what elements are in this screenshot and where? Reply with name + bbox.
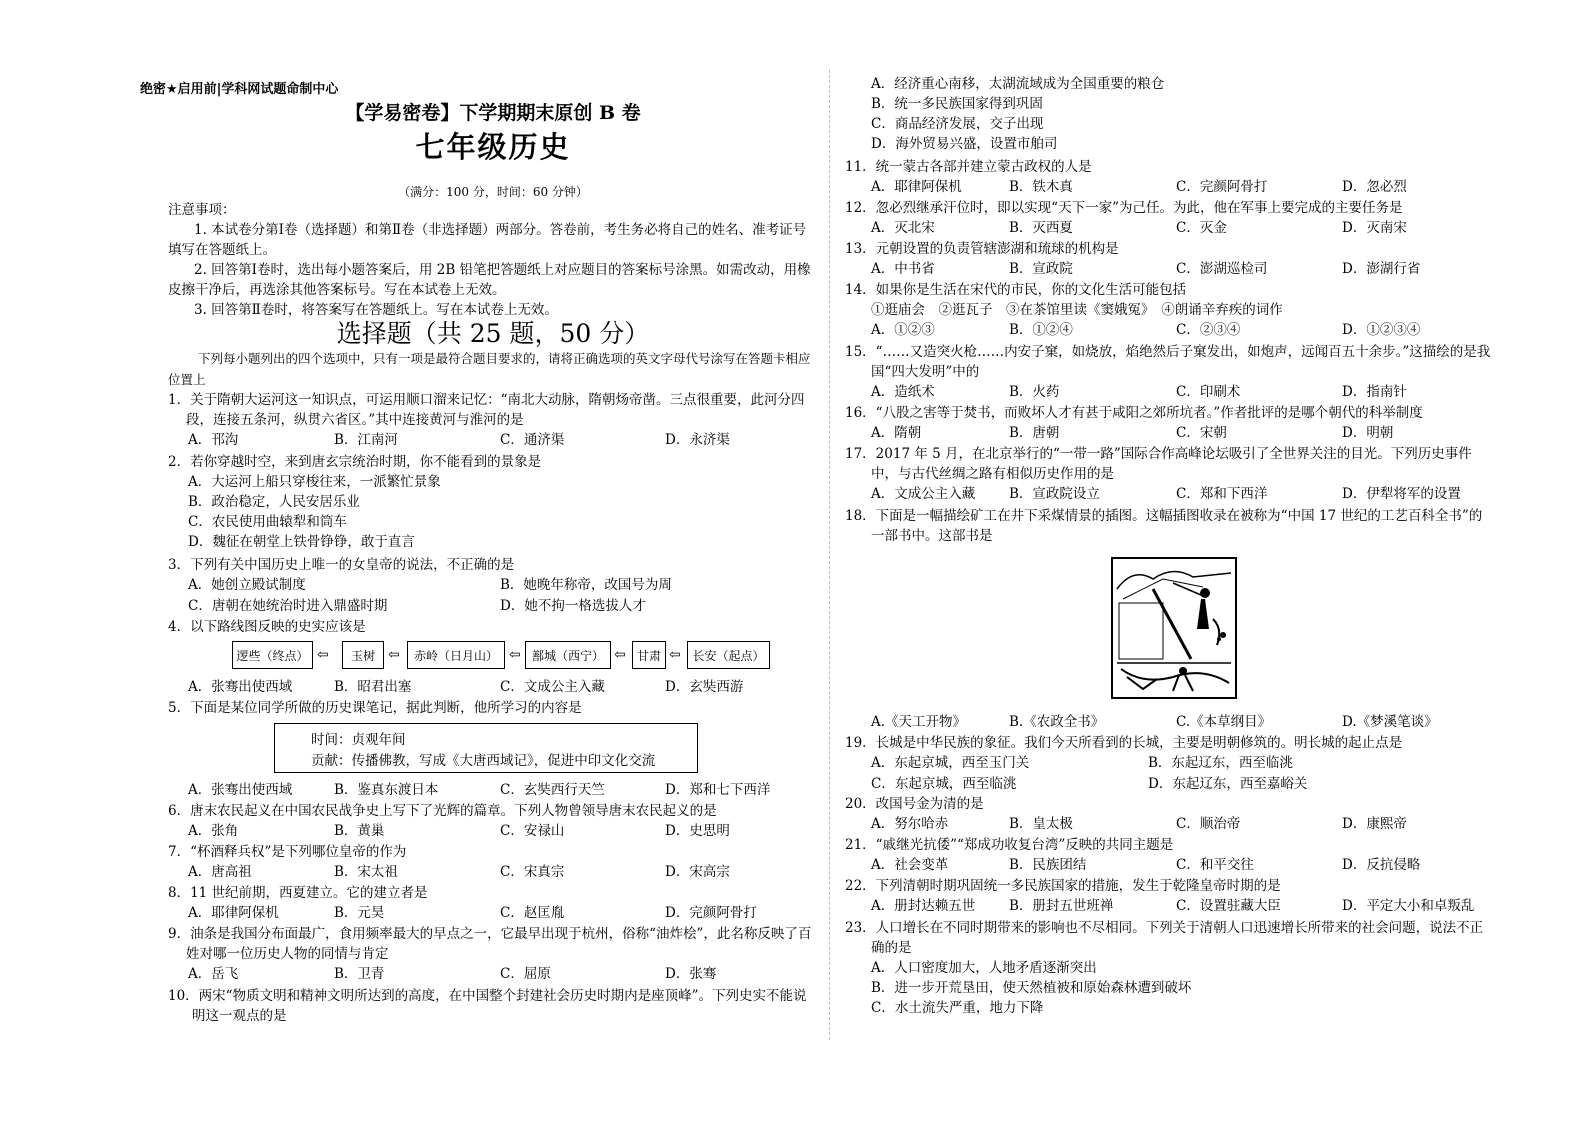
question-3	[168, 555, 818, 617]
option-b[interactable]: B．唐朝	[1009, 425, 1060, 441]
option-a[interactable]: A．灭北宋	[871, 220, 935, 236]
option-c[interactable]: C．农民使用曲辕犁和筒车	[188, 514, 347, 530]
option-b[interactable]: B．民族团结	[1009, 857, 1087, 873]
route-node: 甘肃	[632, 641, 666, 669]
question-18-options	[845, 712, 1495, 733]
option-b[interactable]: B．皇太极	[1009, 816, 1073, 832]
option-a[interactable]: A．她创立殿试制度	[188, 577, 306, 593]
exam-subtitle: 【学易密卷】下学期期末原创 B 卷	[345, 102, 641, 124]
option-b[interactable]: B．她晚年称帝，改国号为周	[500, 577, 672, 593]
option-d[interactable]: D．史思明	[665, 823, 730, 839]
question-stem: 8．11 世纪前期，西夏建立。它的建立者是	[168, 885, 428, 901]
note-item: 2. 回答第Ⅰ卷时，选出每小题答案后，用 2B 铅笔把答题纸上对应题目的答案标号涂黑。如需改动，用橡皮擦干净后，再选涂其他答案标号。写在本试卷上无效。	[168, 262, 811, 298]
option-a[interactable]: A．耶律阿保机	[188, 905, 279, 921]
option-a[interactable]: A．大运河上船只穿梭往来，一派繁忙景象	[188, 474, 441, 490]
section-title: 选择题（共 25 题，50 分）	[336, 319, 650, 348]
option-d[interactable]: D．玄奘西游	[665, 679, 744, 695]
option-b[interactable]: B.《农政全书》	[1009, 714, 1105, 730]
option-d[interactable]: D．宋高宗	[665, 864, 730, 880]
option-b[interactable]: B．铁木真	[1009, 179, 1073, 195]
question-stem: 14．如果你是生活在宋代的市民，你的文化生活可能包括	[845, 282, 1187, 298]
notes-heading: 注意事项：	[168, 202, 236, 218]
question-stem: 5．下面是某位同学所做的历史课笔记，据此判断，他所学习的内容是	[168, 700, 582, 716]
option-a[interactable]: A．人口密度加大，人地矛盾逐渐突出	[871, 960, 1097, 976]
question-stem: 2．若你穿越时空，来到唐玄宗统治时期，你不能看到的景象是	[168, 454, 542, 470]
question-8	[168, 883, 818, 924]
option-d[interactable]: D．她不拘一格选拔人才	[500, 598, 646, 614]
question-stem: 15．“……又造突火枪……内安子窠，如烧放，焰绝然后子窠发出，如炮声，远闻百五十余步。”这描绘的是我国“四大发明”中的	[845, 344, 1491, 380]
option-b[interactable]: B．江南河	[334, 432, 398, 448]
option-b[interactable]: B．卫青	[334, 966, 385, 982]
question-13	[845, 239, 1495, 280]
column-divider	[829, 70, 830, 1040]
question-stem: 21．“戚继光抗倭”“郑成功收复台湾”反映的共同主题是	[845, 837, 1174, 853]
notes	[168, 200, 818, 320]
question-4-options	[168, 677, 818, 698]
options-row	[845, 218, 1495, 239]
option-d[interactable]: D．郑和七下西洋	[665, 782, 771, 798]
option-a[interactable]: A．张骞出使西域	[188, 679, 293, 695]
question-stem: 12．忽必烈继承汗位时，即以实现“天下一家”为己任。为此，他在军事上要完成的主要任务是	[845, 200, 1403, 216]
question-16	[845, 403, 1495, 444]
options-row	[845, 259, 1495, 280]
question-4	[168, 617, 818, 637]
question-stem: 3．下列有关中国历史上唯一的女皇帝的说法，不正确的是	[168, 557, 515, 573]
option-c[interactable]: C．文成公主入藏	[500, 679, 605, 695]
option-d[interactable]: D．平定大小和卓叛乱	[1342, 898, 1475, 914]
option-b[interactable]: B．册封五世班禅	[1009, 898, 1114, 914]
question-stem: 17．2017 年 5 月，在北京举行的“一带一路”国际合作高峰论坛吸引了全世界关注的目光。下列历史事件中，与古代丝绸之路有相似历史作用的是	[845, 446, 1472, 482]
option-d[interactable]: D．伊犁将军的设置	[1342, 486, 1461, 502]
option-d[interactable]: D．康熙帝	[1342, 816, 1407, 832]
option-d[interactable]: D.《梦溪笔谈》	[1342, 714, 1438, 730]
question-stem: 10．两宋“物质文明和精神文明所达到的高度，在中国整个封建社会历史时期内是座顶峰”。下列史实不能说明这一观点的是	[168, 988, 807, 1024]
option-c[interactable]: C．水土流失严重，地力下降	[871, 1000, 1044, 1016]
question-15	[845, 342, 1495, 403]
question-1	[168, 390, 818, 451]
option-b[interactable]: B．宣政院	[1009, 261, 1073, 277]
option-c[interactable]: C．灭金	[1176, 220, 1227, 236]
option-c[interactable]: C．澎湖巡检司	[1176, 261, 1268, 277]
option-d[interactable]: D．完颜阿骨打	[665, 905, 757, 921]
option-d[interactable]: D．明朝	[1342, 425, 1394, 441]
question-stem: 19．长城是中华民族的象征。我们今天所看到的长城，主要是明朝修筑的。明长城的起止点是	[845, 735, 1403, 751]
question-7	[168, 842, 818, 883]
option-b[interactable]: B．①②④	[1009, 322, 1073, 338]
question-stem: 20．改国号金为清的是	[845, 796, 984, 812]
question-19	[845, 733, 1495, 795]
section-instruction: 下列每小题列出的四个选项中，只有一项是最符合题目要求的，请将正确选项的英文字母代号涂写在答题卡相应位置上	[168, 351, 811, 387]
question-stem: 22．下列清朝时期巩固统一多民族国家的措施，发生于乾隆皇帝时期的是	[845, 878, 1281, 894]
note-contribution: 贡献：传播佛教，写成《大唐西域记》，促进中印文化交流	[311, 753, 656, 769]
options-row	[845, 774, 1495, 795]
option-a[interactable]: A．文成公主入藏	[871, 486, 976, 502]
option-d[interactable]: D．永济渠	[665, 432, 730, 448]
option-a[interactable]: A．造纸术	[871, 384, 935, 400]
question-22	[845, 876, 1495, 917]
options-row	[845, 382, 1495, 403]
option-b[interactable]: B．黄巢	[334, 823, 385, 839]
option-b[interactable]: B．火药	[1009, 384, 1060, 400]
option-a[interactable]: A．①②③	[871, 322, 935, 338]
exam-title: 七年级历史	[415, 130, 571, 164]
options-row	[845, 484, 1495, 505]
options-row	[168, 677, 818, 698]
option-d[interactable]: D．东起辽东，西至嘉峪关	[1148, 776, 1308, 792]
question-10	[168, 986, 818, 1026]
option-d[interactable]: D．澎湖行省	[1342, 261, 1421, 277]
option-d[interactable]: D．灭南宋	[1342, 220, 1407, 236]
option-c[interactable]: C．商品经济发展，交子出现	[871, 116, 1044, 132]
options-row	[168, 430, 818, 451]
option-a[interactable]: A．邗沟	[188, 432, 239, 448]
question-9	[168, 924, 818, 985]
question-17	[845, 444, 1495, 505]
option-a[interactable]: A.《天工开物》	[871, 714, 967, 730]
option-b[interactable]: B．政治稳定，人民安居乐业	[188, 494, 360, 510]
secret-label: 绝密★启用前|学科网试题命制中心	[140, 82, 339, 97]
question-20	[845, 794, 1495, 835]
arrow-left-icon: ⇦	[669, 647, 681, 663]
question-14	[845, 280, 1495, 341]
exam-meta: （满分：100 分，时间：60 分钟）	[398, 185, 588, 199]
options-row	[168, 575, 818, 596]
option-c[interactable]: C．宋真宗	[500, 864, 565, 880]
question-items: ①逛庙会 ②逛瓦子 ③在茶馆里读《窦娥冤》 ④朗诵辛弃疾的词作	[871, 302, 1283, 318]
option-b[interactable]: B．元昊	[334, 905, 385, 921]
option-d[interactable]: D．魏征在朝堂上铁骨铮铮，敢于直言	[188, 534, 415, 550]
option-c[interactable]: C．顺治帝	[1176, 816, 1241, 832]
question-stem: 9．油条是我国分布面最广，食用频率最大的早点之一，它最早出现于杭州，俗称“油炸桧”，此名称反映了百姓对哪一位历史人物的同情与肯定	[168, 926, 812, 962]
question-23	[845, 918, 1495, 1018]
route-node: 玉树	[342, 641, 384, 669]
option-c[interactable]: C．设置驻藏大臣	[1176, 898, 1281, 914]
question-5	[168, 698, 818, 718]
option-d[interactable]: D．指南针	[1342, 384, 1407, 400]
option-b[interactable]: B．宣政院设立	[1009, 486, 1100, 502]
options-row	[845, 320, 1495, 341]
route-node: 赤岭（日月山）	[407, 641, 505, 669]
coal-mining-illustration	[1111, 557, 1237, 699]
options-row	[845, 177, 1495, 198]
question-stem: 13．元朝设置的负责管辖澎湖和琉球的机构是	[845, 241, 1119, 257]
arrow-left-icon: ⇦	[388, 647, 400, 663]
options-row	[845, 712, 1495, 733]
question-2	[168, 452, 818, 552]
option-a[interactable]: A．册封达赖五世	[871, 898, 976, 914]
route-node: 逻些（终点）	[232, 641, 313, 669]
option-d[interactable]: D．张骞	[665, 966, 717, 982]
option-b[interactable]: B．统一多民族国家得到巩固	[871, 96, 1043, 112]
option-c[interactable]: C．屈原	[500, 966, 551, 982]
question-5-options	[168, 780, 818, 801]
option-b[interactable]: B．宋太祖	[334, 864, 398, 880]
question-stem: 16．“八股之害等于焚书，而败坏人才有甚于咸阳之郊所坑者。”作者批评的是哪个朝代的科举制度	[845, 405, 1423, 421]
option-c[interactable]: C.《本草纲目》	[1176, 714, 1272, 730]
options-row	[168, 780, 818, 801]
option-a[interactable]: A．努尔哈赤	[871, 816, 949, 832]
option-c[interactable]: C．赵匡胤	[500, 905, 565, 921]
arrow-left-icon: ⇦	[317, 647, 329, 663]
options-row	[168, 821, 818, 842]
option-b[interactable]: B．鉴真东渡日本	[334, 782, 439, 798]
options-row	[168, 903, 818, 924]
route-node: 长安（起点）	[687, 641, 770, 669]
options-row	[845, 855, 1495, 876]
option-c[interactable]: C．郑和下西洋	[1176, 486, 1268, 502]
options-row	[168, 862, 818, 883]
question-10-options	[845, 74, 1495, 154]
option-d[interactable]: D．反抗侵略	[1342, 857, 1421, 873]
notes-box	[274, 723, 698, 773]
option-a[interactable]: A．社会变革	[871, 857, 949, 873]
option-a[interactable]: A．隋朝	[871, 425, 922, 441]
arrow-left-icon: ⇦	[509, 647, 521, 663]
question-stem: 18．下面是一幅描绘矿工在井下采煤情景的插图。这幅插图收录在被称为“中国 17 世纪的工艺百科全书”的一部书中。这部书是	[845, 508, 1483, 544]
option-a[interactable]: A．唐高祖	[188, 864, 252, 880]
option-d[interactable]: D．①②③④	[1342, 322, 1421, 338]
option-c[interactable]: C．完颜阿骨打	[1176, 179, 1268, 195]
option-a[interactable]: A．耶律阿保机	[871, 179, 962, 195]
option-a[interactable]: A．中书省	[871, 261, 935, 277]
question-stem: 7．“杯酒释兵权”是下列哪位皇帝的作为	[168, 844, 407, 860]
options-row	[845, 896, 1495, 917]
options-row	[168, 964, 818, 985]
option-a[interactable]: A．岳飞	[188, 966, 239, 982]
question-stem: 1．关于隋朝大运河这一知识点，可运用顺口溜来记忆：“南北大动脉，隋朝炀帝凿。三点很重要，此河分四段，连接五条河，纵贯六省区。”其中连接黄河与淮河的是	[168, 392, 805, 428]
mining-picture-icon	[1113, 559, 1235, 697]
question-21	[845, 835, 1495, 876]
route-map	[228, 641, 798, 671]
option-a[interactable]: A．张角	[188, 823, 239, 839]
option-c[interactable]: C．宋朝	[1176, 425, 1227, 441]
option-c[interactable]: C．唐朝在她统治时进入鼎盛时期	[188, 598, 388, 614]
question-stem: 23．人口增长在不同时期带来的影响也不尽相同。下列关于清朝人口迅速增长所带来的社会问题，说法不正确的是	[845, 920, 1484, 956]
question-18	[845, 506, 1495, 546]
question-11	[845, 157, 1495, 198]
options-row	[845, 814, 1495, 835]
option-c[interactable]: C．②③④	[1176, 322, 1241, 338]
options-row	[168, 596, 818, 617]
note-item: 3. 回答第Ⅱ卷时，将答案写在答题纸上。写在本试卷上无效。	[194, 302, 558, 318]
arrow-left-icon: ⇦	[614, 647, 626, 663]
option-b[interactable]: B．昭君出塞	[334, 679, 412, 695]
note-time: 时间：贞观年间	[311, 732, 406, 748]
option-c[interactable]: C．通济渠	[500, 432, 565, 448]
question-stem: 6．唐末农民起义在中国农民战争史上写下了光辉的篇章。下列人物曾领导唐末农民起义的是	[168, 803, 717, 819]
option-a[interactable]: A．经济重心南移，太湖流域成为全国重要的粮仓	[871, 76, 1165, 92]
option-c[interactable]: C．安禄山	[500, 823, 565, 839]
options-row	[845, 423, 1495, 444]
question-6	[168, 801, 818, 842]
option-b[interactable]: B．东起辽东，西至临洮	[1148, 755, 1293, 771]
option-b[interactable]: B．灭西夏	[1009, 220, 1073, 236]
option-d[interactable]: D．海外贸易兴盛，设置市舶司	[871, 136, 1058, 152]
option-a[interactable]: A．东起京城，西至玉门关	[871, 755, 1030, 771]
option-c[interactable]: C．东起京城，西至临洮	[871, 776, 1017, 792]
question-12	[845, 198, 1495, 239]
options-row	[845, 753, 1495, 774]
option-c[interactable]: C．玄奘西行天竺	[500, 782, 605, 798]
option-d[interactable]: D．忽必烈	[1342, 179, 1407, 195]
route-node: 鄯城（西宁）	[525, 641, 611, 669]
option-a[interactable]: A．张骞出使西域	[188, 782, 293, 798]
question-stem: 11．统一蒙古各部并建立蒙古政权的人是	[845, 159, 1092, 175]
option-c[interactable]: C．印刷术	[1176, 384, 1241, 400]
note-item: 1. 本试卷分第Ⅰ卷（选择题）和第Ⅱ卷（非选择题）两部分。答卷前，考生务必将自己的姓名、准考证号填写在答题纸上。	[168, 222, 807, 258]
question-stem: 4．以下路线图反映的史实应该是	[168, 619, 366, 635]
option-b[interactable]: B．进一步开荒垦田，使天然植被和原始森林遭到破坏	[871, 980, 1192, 996]
option-c[interactable]: C．和平交往	[1176, 857, 1254, 873]
